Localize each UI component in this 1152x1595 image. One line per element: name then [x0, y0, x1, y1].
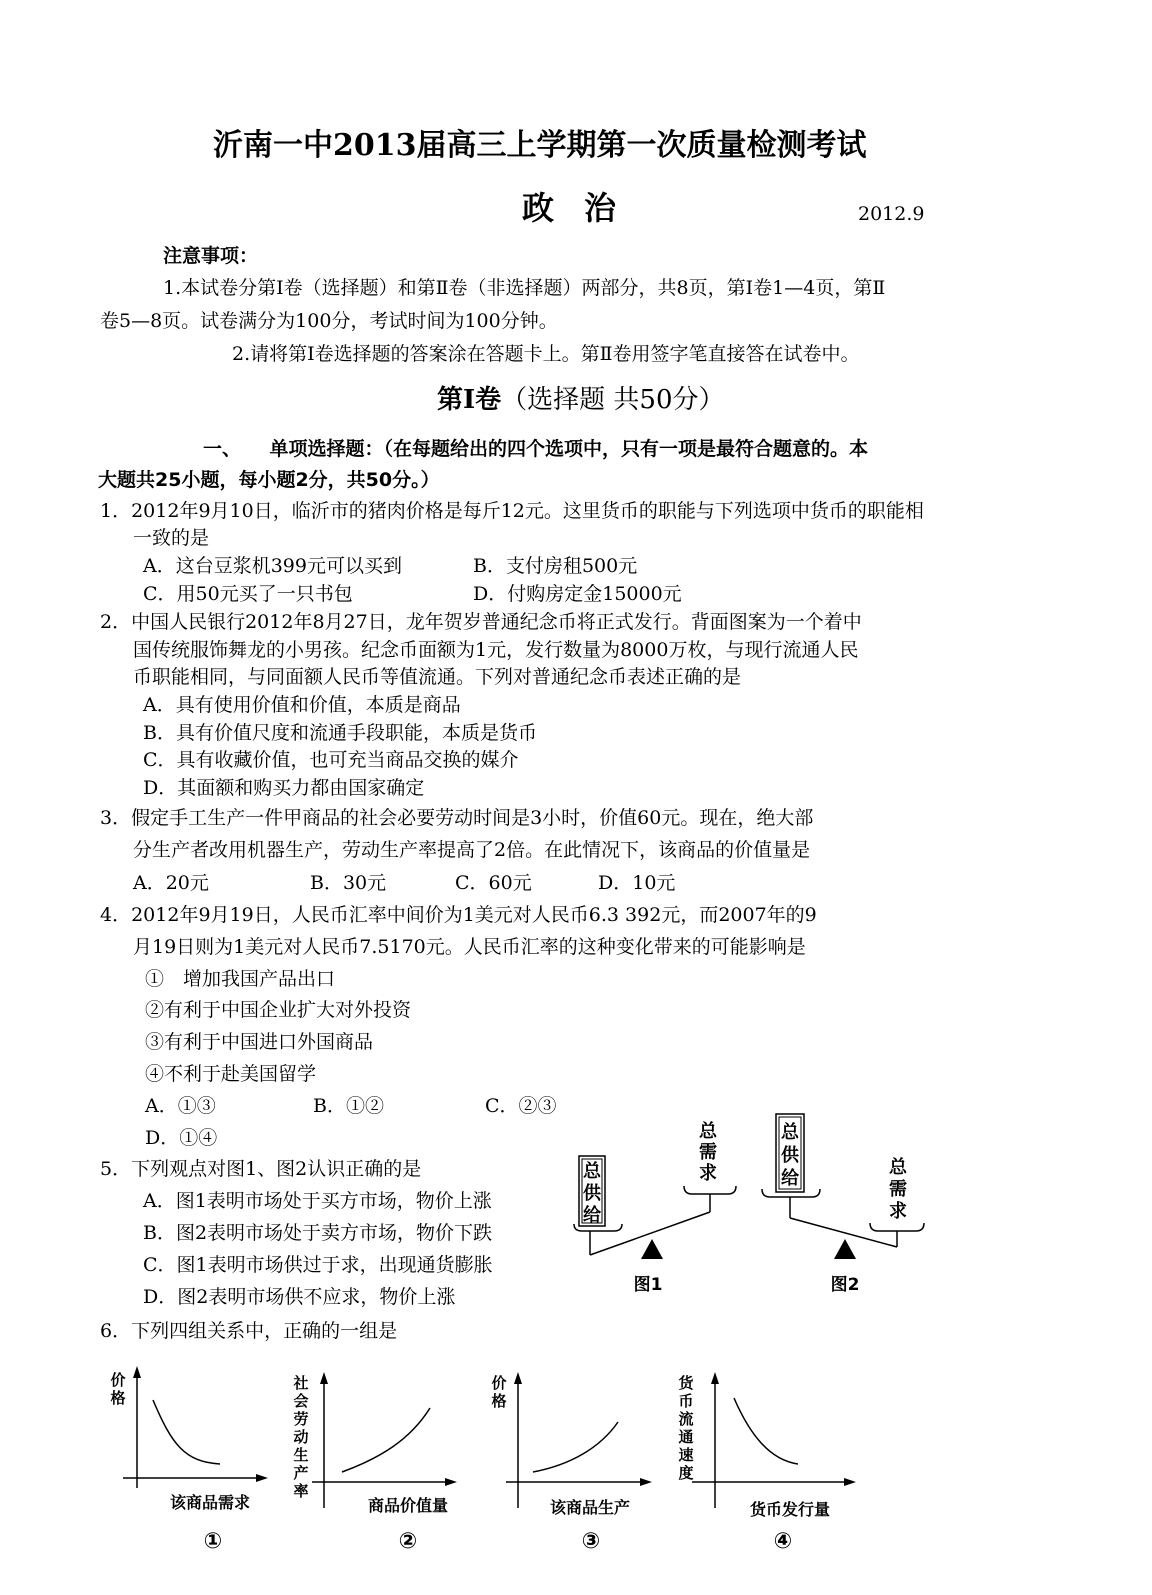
section-title-bold: 第Ⅰ卷: [437, 385, 502, 415]
fig2-demand-char-3: 求: [889, 1201, 907, 1222]
graph1-ylabel-char-2: 格: [110, 1389, 126, 1407]
graph2-x-arrow: [445, 1478, 457, 1486]
q2-option-b: B．具有价值尺度和流通手段职能，本质是货币: [143, 722, 537, 744]
q3-stem-line2: 分生产者改用机器生产，劳动生产率提高了2倍。在此情况下，该商品的价值量是: [133, 839, 811, 861]
graph2-ylabel-char-7: 率: [293, 1482, 309, 1500]
graph1-x-arrow: [256, 1474, 268, 1482]
graph4-ylabel-char-1: 货: [678, 1374, 694, 1392]
graph2-ylabel-char-1: 社: [293, 1374, 309, 1392]
q2-option-c: C．具有收藏价值，也可充当商品交换的媒介: [143, 749, 519, 771]
q3-stem-line1: 3．假定手工生产一件甲商品的社会必要劳动时间是3小时，价值60元。现在，绝大部: [100, 807, 814, 829]
graph3-ylabel-char-2: 格: [491, 1392, 507, 1410]
fig1-supply-char-3: 给: [583, 1205, 601, 1226]
q3-option-d: D．10元: [598, 872, 676, 894]
q3-option-b: B．30元: [310, 872, 387, 894]
q2-stem-line3: 币职能相同，与同面额人民币等值流通。下列对普通纪念币表述正确的是: [133, 666, 742, 688]
q1-option-b: B．支付房租500元: [473, 555, 638, 577]
q1-option-a: A．这台豆浆机399元可以买到: [143, 555, 402, 577]
fig2-demand-char-1: 总: [889, 1157, 907, 1178]
section-title: [437, 384, 725, 416]
fig2-right-pan: [870, 1223, 924, 1231]
graph4-ylabel-char-5: 速: [678, 1446, 694, 1464]
graph2-ylabel-char-2: 会: [293, 1392, 309, 1410]
graph1-ylabel-char-1: 价: [110, 1371, 126, 1389]
exam-date: 2012.9: [858, 203, 925, 225]
q5-option-a: A．图1表明市场处于买方市场，物价上涨: [143, 1190, 492, 1212]
graph3-number: ③: [581, 1529, 601, 1554]
graph4-x-arrow: [844, 1478, 856, 1486]
q4-option-b: B．①②: [313, 1095, 384, 1117]
q5-option-d: D．图2表明市场供不应求，物价上涨: [143, 1286, 456, 1308]
q2-option-d: D．其面额和购买力都由国家确定: [143, 777, 425, 799]
q5-stem-line1: 5．下列观点对图1、图2认识正确的是: [100, 1158, 422, 1180]
graph2-number: ②: [398, 1529, 418, 1554]
scale-figures: [560, 1100, 960, 1300]
graph-2: [292, 1372, 457, 1554]
q4-item-3: ③有利于中国进口外国商品: [145, 1031, 374, 1053]
q6-graphs: [90, 1360, 870, 1580]
fig1-right-pan: [684, 1186, 736, 1194]
notice-item1-line1: 1.本试卷分第Ⅰ卷（选择题）和第Ⅱ卷（非选择题）两部分，共8页，第Ⅰ卷1—4页，第Ⅱ: [163, 277, 886, 299]
fig2-demand-char-2: 需: [889, 1179, 907, 1200]
q2-stem-line2: 国传统服饰舞龙的小男孩。纪念币面额为1元，发行数量为8000万枚，与现行流通人民: [133, 639, 859, 661]
subject-title: 政治: [522, 189, 647, 227]
graph2-ylabel-char-5: 生: [293, 1446, 309, 1464]
notice-item2: 2.请将第Ⅰ卷选择题的答案涂在答题卡上。第Ⅱ卷用签字笔直接答在试卷中。: [232, 343, 860, 365]
notice-heading: 注意事项：: [163, 245, 259, 267]
graph2-y-arrow: [320, 1372, 328, 1384]
fig2-fulcrum: [834, 1239, 856, 1259]
fig1-caption: 图1: [633, 1275, 663, 1295]
q5-option-b: B．图2表明市场处于卖方市场，物价下跌: [143, 1222, 493, 1244]
q3-option-c: C．60元: [455, 872, 532, 894]
graph4-y-arrow: [711, 1372, 719, 1384]
fig1-demand-char-3: 求: [699, 1163, 717, 1184]
section-instr-line2: 大题共25小题，每小题2分，共50分。）: [98, 469, 440, 491]
graph4-ylabel-char-4: 通: [678, 1428, 694, 1446]
graph4-curve: [734, 1398, 798, 1464]
q6-stem-line1: 6．下列四组关系中，正确的一组是: [100, 1320, 398, 1342]
q4-item-4: ④不利于赴美国留学: [145, 1063, 317, 1085]
graph3-ylabel-char-1: 价: [491, 1374, 507, 1392]
q4-item-2: ②有利于中国企业扩大对外投资: [145, 999, 412, 1021]
q1-option-d: D．付购房定金15000元: [473, 583, 682, 605]
q2-stem-line1: 2．中国人民银行2012年8月27日，龙年贺岁普通纪念币将正式发行。背面图案为一个着中: [100, 611, 862, 633]
section-instr-line1: 一、 单项选择题：（在每题给出的四个选项中，只有一项是最符合题意的。本: [203, 438, 869, 460]
graph1-y-arrow: [133, 1366, 141, 1378]
fig1-demand-char-1: 总: [699, 1121, 717, 1142]
q4-option-a: A．①③: [145, 1095, 216, 1117]
graph2-ylabel-char-3: 劳: [293, 1410, 309, 1428]
scale-figure-2: [762, 1114, 924, 1295]
graph1-curve: [153, 1400, 220, 1464]
graph4-ylabel-char-2: 币: [678, 1392, 694, 1410]
graph3-x-arrow: [640, 1478, 652, 1486]
q4-stem-line1: 4．2012年9月19日，人民币汇率中间价为1美元对人民币6.3 392元，而2007年的9: [100, 904, 817, 926]
q2-option-a: A．具有使用价值和价值，本质是商品: [143, 694, 461, 716]
q3-option-a: A．20元: [133, 872, 209, 894]
graph4-ylabel-char-6: 度: [678, 1464, 694, 1482]
graph3-xlabel: 该商品生产: [550, 1498, 631, 1517]
q4-option-d: D．①④: [145, 1127, 218, 1149]
graph4-ylabel-char-3: 流: [678, 1410, 694, 1428]
graph1-xlabel: 该商品需求: [170, 1493, 251, 1512]
fig1-supply-char-2: 供: [583, 1183, 601, 1204]
q4-option-c: C．②③: [485, 1095, 557, 1117]
fig1-fulcrum: [641, 1239, 663, 1259]
graph1-number: ①: [203, 1529, 223, 1554]
q4-item-1: ① 增加我国产品出口: [145, 968, 336, 990]
q5-option-c: C．图1表明市场供过于求，出现通货膨胀: [143, 1254, 493, 1276]
fig2-caption: 图2: [830, 1275, 860, 1295]
notice-item1-line2: 卷5—8页。试卷满分为100分，考试时间为100分钟。: [100, 310, 558, 332]
graph3-curve: [533, 1422, 618, 1472]
graph2-curve: [342, 1408, 430, 1472]
fig2-supply-char-3: 给: [781, 1168, 799, 1189]
graph-4: [678, 1372, 856, 1554]
fig1-supply-char-1: 总: [583, 1161, 601, 1182]
fig2-supply-char-1: 总: [781, 1122, 799, 1143]
graph2-xlabel: 商品价值量: [368, 1496, 449, 1515]
graph4-number: ④: [773, 1529, 793, 1554]
q1-stem-line2: 一致的是: [133, 527, 210, 549]
fig2-supply-char-2: 供: [781, 1145, 799, 1166]
scale-figure-1: [574, 1120, 736, 1295]
graph-3: [491, 1372, 652, 1554]
graph2-ylabel-char-6: 产: [293, 1464, 309, 1482]
graph2-ylabel-char-4: 动: [293, 1428, 309, 1446]
graph3-y-arrow: [514, 1372, 522, 1384]
q1-option-c: C．用50元买了一只书包: [143, 583, 353, 605]
q4-stem-line2: 月19日则为1美元对人民币7.5170元。人民币汇率的这种变化带来的可能影响是: [133, 936, 806, 958]
section-title-rest: （选择题 共50分）: [501, 385, 725, 415]
graph4-xlabel: 货币发行量: [750, 1500, 831, 1519]
graph-1: [110, 1366, 280, 1554]
fig1-demand-char-2: 需: [699, 1142, 717, 1163]
q1-stem-line1: 1．2012年9月10日，临沂市的猪肉价格是每斤12元。这里货币的职能与下列选项中货币的职能相: [100, 500, 924, 522]
exam-title: 沂南一中2013届高三上学期第一次质量检测考试: [213, 128, 867, 163]
